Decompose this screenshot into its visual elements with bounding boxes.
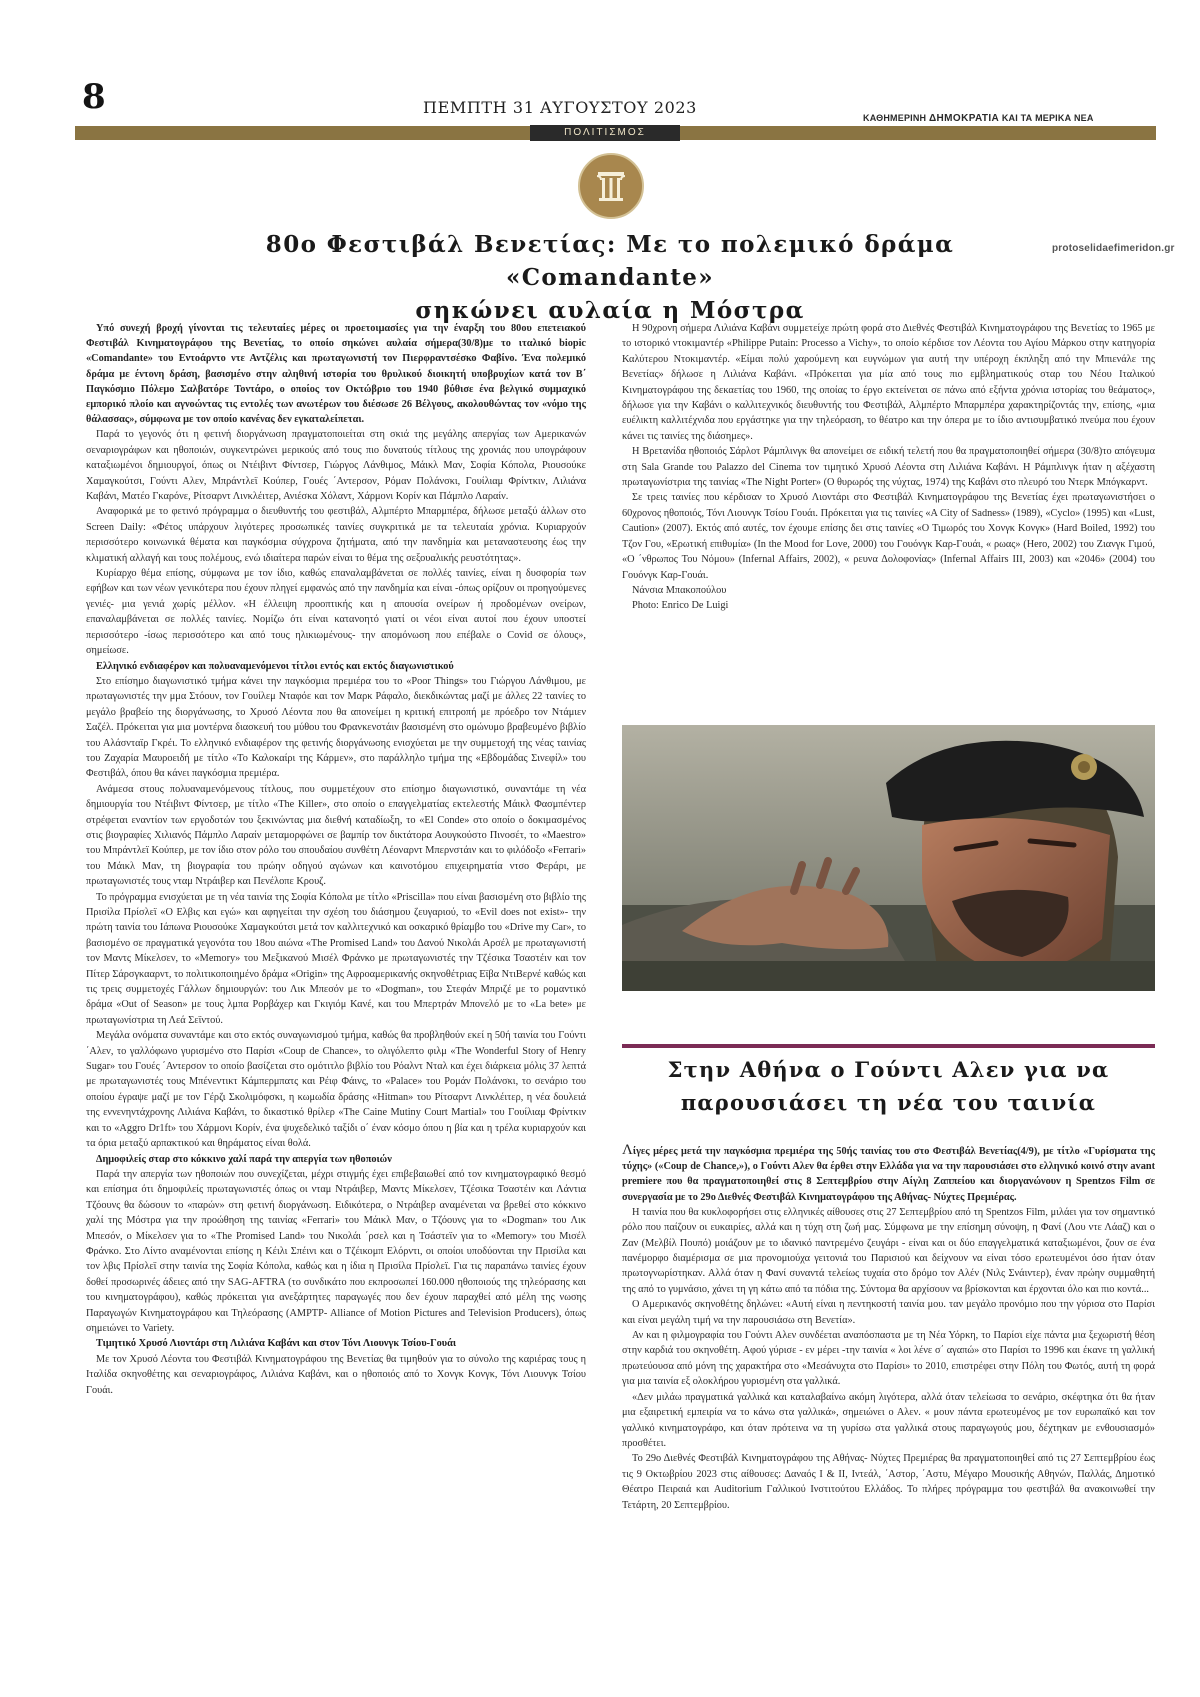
headline-line-1: 80ο Φεστιβάλ Βενετίας: Με το πολεμικό δράμα «Comandante» [265, 231, 955, 291]
second-article-rule [622, 1044, 1155, 1048]
article-photo [622, 725, 1155, 991]
article-paragraph: Αν και η φιλμογραφία του Γούντι Αλεν συνδέεται αναπόσπαστα με τη Νέα Υόρκη, το Παρίσι είχε πάντα μια ξεχωριστή θέση στην καρδιά του σκηνοθέτη. Αφού γύρισε - εν μέρει -την ταινία « λοι λένε σ΄ αγαπώ» στο Παρίσι το 1996 και έκανε τη γαλλική πρωτεύουσα από μόνη της χαρακτήρα στο «Μεσάνυχτα στο Παρίσι» το 2010, επιστρέφει στην Πόλη του Φωτός, αυτή τη φορά για μια ταινία εξ ολοκλήρου γυρισμένη στα γαλλικά. [622, 1330, 1155, 1388]
article-paragraph: Στο επίσημο διαγωνιστικό τμήμα κάνει την παγκόσμια πρεμιέρα του το «Poor Things» του Γιώργου Λάνθιμου, με πρωταγωνιστές την μμα Στόουν, τον Γουίλεμ Νταφόε και τον Μαρκ Ράφαλο, διεκδικώντας μαζί με άλλες 22 ταινίες το μεγάλο βραβείο της διοργάνωσης, το Χρυσό Λέοντα που θα απονείμει η κριτική επιτροπή με πρόεδρο τον Ντάμιεν Σαζέλ. Πρόκειται για μια μοντέρνα διασκευή του μύθου του Φρανκενστάιν βασισμένη στο ομώνυμο βραβευμένο βιβλίο του Αλάσνταϊρ Γκρέι. Το ελληνικό ενδιαφέρον της φετινής διοργάνωσης ενισχύεται με την συμμετοχή της νέας ταινίας του Ζαχαρία Μαυροειδή με τίτλο «Το Καλοκαίρι της Κάρμεν», στο παράλληλο τμήμα της «Εβδομάδας Σινεφίλ» του Φεστιβάλ, όπου θα κάνει παγκόσμια πρεμιέρα. [86, 675, 586, 780]
article-paragraph: Η 90χρονη σήμερα Λιλιάνα Καβάνι συμμετείχε πρώτη φορά στο Διεθνές Φεστιβάλ Κινηματογράφου της Βενετίας το 1965 με το ιστορικό ντοκιμαντέρ «Philippe Putain: Processo a Vichy», το οποίο κέρδισε τον Λέοντα του Αγίου Μάρκου στην κατηγορία Καλύτερου Ντοκιμαντέρ. «Είμαι πολύ χαρούμενη και ευγνώμων για αυτή την υπέροχη έκπληξη από την Μπιενάλε της Βενετίας» δήλωσε η Λιλιάνα Καβάνι. «Πρόκειται για μία από τους πιο εμβληματικούς σταρ του Νέου Ιταλικού Κινηματογράφου της δεκαετίας του 1960, της οποίας το έργο εκτείνεται σε πάνω από εξήντα χρόνια ιστορίας του θεάματος», δήλωσε για την Καβάνι ο καλλιτεχνικός διευθυντής του Φεστιβάλ, Αλμπέρτο Μπαρμπέρα χαρακτηρίζοντάς την, επίσης, «μια ευέλικτη καλλιτέχνιδα που εργάστηκε για την τηλεόραση, το θέατρο και την όπερα με το ίδιο αντισυμβατικό πνεύμα που έχουν κάνει τις ταινίες της διάσημες». [622, 323, 1155, 442]
article-paragraph: Ανάμεσα στους πολυαναμενόμενους τίτλους, που συμμετέχουν στο επίσημο διαγωνιστικό, συναντάμε τη νέα δημιουργία του Ντέιβιντ Φίντσερ, με τίτλο «The Killer», στο οποίο ο επαγγελματίας εκτελεστής Μάικλ Φασμπέντερ στρέφεται εναντίον των εργοδοτών του ξεκινώντας μια διεθνή καταδίωξη, το «El Conde» στο οποίο ο δοκιμασμένος στις βιογραφίες Χιλιανός Πάμπλο Λαραίν μεταμορφώνει σε βαμπίρ τον δικτάτορα Αουγκούστο Πινοσέτ, το «Maestro» του Μπράντλεϊ Κούπερ, με τον ίδιο στον ρόλο του σπουδαίου συνθέτη Λέοναρντ Μπερνστάιν και το φιλόδοξο «Ferrari» του Μάικλ Μαν, τη βιογραφία του πρώην οδηγού αγώνων και καινοτόμου επιχειρηματία ντσο Φεράρι, με πρωταγωνιστές τους νταμ Ντράιβερ και Πενέλοπε Κρουζ. [86, 783, 586, 888]
article-subheading: Δημοφιλείς σταρ στο κόκκινο χαλί παρά την απεργία των ηθοποιών [96, 1153, 392, 1165]
article-subheading: Τιμητικό Χρυσό Λιοντάρι στη Λιλιάνα Καβάνι και στον Τόνι Λιουνγκ Τσίου-Γουάι [96, 1338, 457, 1350]
photo-credit: Photo: Enrico De Luigi [632, 600, 729, 612]
article-column-left [86, 321, 586, 1398]
article-lead: Υπό συνεχή βροχή γίνονται τις τελευταίες μέρες οι προετοιμασίες για την έναρξη του 80ου επετειακού Φεστιβάλ Κινηματογράφου της Βενετίας, το οποίο σηκώνει αυλαία σήμερα(30/8)με το ιταλικό biopic «Comandante» του Εντοάρντο ντε Αντζέλις και πρωταγωνιστή τον Πιερφραντσέσκο Φαβίνο. Ένα πολεμικό δράμα με έντονη δράση, βασισμένο στην αληθινή ιστορία του θρυλικού διοικητή υποβρυχίων κατά τον Β΄ Παγκόσμιο Πόλεμο Σαλβατόρε Τοντάρο, ο οποίος τον Οκτώβριο του 1940 βύθισε ένα βελγικό συμμαχικό εμπορικό πλοίο και αγνοώντας τις εντολές των ανωτέρων του διέσωσε 26 Βέλγους, ακολουθώντας τον «νόμο της θάλασσας», σύμφωνα με τον οποίο κανένας δεν εγκαταλείπεται. [86, 323, 586, 426]
masthead-left: ΚΑΘΗΜΕΡΙΝΗ [863, 113, 927, 123]
masthead-right: ΚΑΙ ΤΑ ΜΕΡΙΚΑ ΝΕΑ [1001, 113, 1094, 123]
article-paragraph: Μεγάλα ονόματα συναντάμε και στο εκτός συναγωνισμού τμήμα, καθώς θα προβληθούν εκεί η 50ή ταινία του Γούντι ΄Αλεν, το γαλλόφωνο γυρισμένο στο Παρίσι «Coup de Chance», το ολιγόλεπτο φιλμ «The Wonderful Story of Henry Sugar» του Γουές ΄Αντερσον το οποίο βασίζεται στο ομότιτλο βιβλίο του Ρόαλντ Νταλ και έχει διάρκεια μόλις 37 λεπτά με πρωταγωνιστές τους Μπένεντικτ Κάμπερμπατς και Ρέιφ Φάινς, το «Palace» του Ρομάν Πολάνσκι, το σενάριο του οποίου έγραψε μαζί με τον Γέρζι Σκολιμόφσκι, η κωμωδία δράσης «Hitman» του Ρίτσαρντ Λινκλέιτερ, η νέα δουλειά της εννενηντάχρονης Λιλιάνα Καβάνι, το δικαστικό θρίλερ «The Caine Mutiny Court Martial» του Γουίλιαμ Φρίντκιν και το «Aggro Dr1ft» του Χάρμονι Κορίν, ένα ψυχεδελικό ταξίδι ο΄ έναν κόσμο όπου η βία και η τρέλα κυριαρχούν και τα όρια μεταξύ αρπακτικού και θηράματος είναι θολά. [86, 1030, 586, 1150]
source-watermark: protoselidaefimeridon.gr [1052, 243, 1175, 254]
article-paragraph: Σε τρεις ταινίες που κέρδισαν το Χρυσό Λιοντάρι στο Φεστιβάλ Κινηματογράφου της Βενετίας έχει πρωταγωνιστήσει ο 60χρονος ηθοποιός, Τόνι Λιουνγκ Τσίου Γουάι. Πρόκειται για τις ταινίες «A City of Sadness» (1989), «Cyclo» (1995) και «Lust, Caution» (2007). Εκτός από αυτές, τον έχουμε επίσης δει στις ταινίες «Ο Τιμωρός του Χονγκ Κονγκ» (Hard Boiled, 1992) του Τζον Γου, «Ερωτική επιθυμία» (In the Mood for Love, 2000) του Γουόνγκ Καρ-Γουάι, « ρωας» (Hero, 2002) του Ζιανγκ Γιμού, «Ο ΄νθρωπος Του Νόμου» (Infernal Affairs, 2002), « ρευνα Δολοφονίας» (Infernal Affairs III, 2003) και «2046» (2004) του Γουόνγκ Καρ-Γουάι. [622, 492, 1155, 581]
article-paragraph: Ο Αμερικανός σκηνοθέτης δηλώνει: «Αυτή είναι η πεντηκοστή ταινία μου. ταν μεγάλο προνόμιο που την γύρισα στο Παρίσι και είναι μεγάλη τιμή να την παρουσιάσω στη Βενετία». [622, 1299, 1155, 1326]
article-column-right [622, 321, 1155, 614]
article-paragraph: Η ταινία που θα κυκλοφορήσει στις ελληνικές αίθουσες στις 27 Σεπτεμβρίου από τη Spentzos Film, μιλάει για τον σημαντικό ρόλο που παίζουν οι ευκαιρίες, αλλά και η τύχη στη ζωή μας. Σύμφωνα με την επίσημη σύνοψη, η Φανί (Λου ντε Λάαζ) και ο Ζαν (Μελβίλ Πουπό) μοιάζουν με το ιδανικό παντρεμένο ζευγάρι - είναι και οι δύο επαγγελματικά καταξιωμένοι, ζουν σε ένα πανέμορφο διαμέρισμα σε μια προνομιούχα γειτονιά του Παρισιού και δείχνουν να είναι τόσο ερωτευμένοι όσο ήταν όταν πρωτογνωρίστηκαν. Αλλά όταν η Φανί συναντά τελείως τυχαία στο δρόμο τον Αλέν (Νιλς Σνάιντερ), έναν πρώην συμμαθητή της από το γυμνάσιο, χάνει τη γη κάτω από τα πόδια της. Σύντομα θα αρχίσουν να βρίσκονται και έρχονται όλο και πιο κοντά... [622, 1206, 1155, 1295]
second-article-lead: Λίγες μέρες μετά την παγκόσμια πρεμιέρα της 50ής ταινίας του στο Φεστιβάλ Βενετίας(4/9), με τίτλο «Γυρίσματα της τύχης» («Coup de Chance,»), ο Γούντι Αλεν θα έρθει στην Ελλάδα για να την παρουσιάσει στο ελληνικό κοινό στην avant premiere που θα πραγματοποιηθεί στις 8 Σεπτεμβρίου στην Αίγλη Ζαππείου και διοργανώνουν η Spentzos Film σε συνεργασία με το 29ο Διεθνές Φεστιβάλ Κινηματογράφου της Αθήνας- Νύχτες Πρεμιέρας. [622, 1142, 1155, 1203]
headline-line-2: σηκώνει αυλαία η Μόστρα [415, 297, 805, 324]
section-label: ΠΟΛΙΤΙΣΜΟΣ [530, 125, 680, 141]
page-date: ΠΕΜΠΤΗ 31 ΑΥΓΟΥΣΤΟΥ 2023 [423, 98, 697, 117]
article-paragraph: Παρά το γεγονός ότι η φετινή διοργάνωση πραγματοποιείται στη σκιά της μεγάλης απεργίας των Αμερικανών σεναριογράφων και ηθοποιών, συγκεντρώνει μερικούς από τους πιο δυνατούς τίτλους της χρονιάς που υπογράφουν καταξιωμένοι δημιουργοί, όπως οι Ντέιβιντ Φίντσερ, Γιώργος Λάνθιμος, Μάικλ Μαν, Σοφία Κόπολα, Ριουσούκε Χαμαγκούτσι, Γούντι Αλεν, Μπράντλεϊ Κούπερ, Γουές ΄Αντερσον, Ρόμαν Πολάνσκι, Γουίλιαμ Φρίντκιν, Λιλιάνα Καβάνι, Ματέο Γκαρόνε, Ρίτσαρντ Λινκλέιτερ, Ανιέσκα Χόλαντ, Χάρμονι Κορίν και Πάμπλο Λαραίν. [86, 429, 586, 503]
article-paragraph: Το πρόγραμμα ενισχύεται με τη νέα ταινία της Σοφία Κόπολα με τίτλο «Priscilla» που είναι βασισμένη στο βιβλίο της Πρισίλα Πρίσλεϊ «Ο Ελβις και εγώ» και αφηγείται την σχέση του διάσημου ζευγαριού, το «Evil does not exist»- την πρώτη ταινία του Ιάπωνα Ριουσούκε Χαμαγκούτσι μετά τον καλλιτεχνικό και οσκαρικό θρίαμβο του «Drive my Car», το βασισμένο σε πραγματικά γεγονότα του 18ου αιώνα «The Promised Land» του Δανού Νικολάι Αρσέλ με πρωταγωνιστή τον Μαντς Μίκελσεν, το «Memory» του Μεξικανού Μισέλ Φράνκο με πρωταγωνιστές την Τζέσικα Τσαστέιν και τον Πίτερ Σάρσγκααρντ, το πολιτικοποιημένο δράμα «Origin» της Αφροαμερικανής σκηνοθέτριας Εϊβα ΝτιΒερνέ καθώς και τις τρεις συμμετοχές Γάλλων δημιουργών: του Λικ Μπεσόν με το «Dogman», του Στεφάν Μπριζέ με το ρομαντικό δράμα «Out of Season» με τους λμπα Ρορβάχερ και Γκιγιόμ Κανέ, και του Μπερτράν Μπονελό με το «La bete» με πρωταγωνίστρια τη Λεά Σεϊντού. [86, 891, 586, 1026]
article-author: Νάνσια Μπακοπούλου [632, 584, 727, 596]
column-pillar-icon [578, 153, 644, 219]
masthead-name: ΔΗΜΟΚΡΑΤΙΑ [928, 113, 1000, 124]
article-paragraph: Το 29ο Διεθνές Φεστιβάλ Κινηματογράφου της Αθήνας- Νύχτες Πρεμιέρας θα πραγματοποιηθεί από τις 27 Σεπτεμβρίου έως τις 9 Οκτωβρίου 2023 στις αίθουσες: Δαναός Ι & ΙΙ, Ιντεάλ, ΄Αστορ, ΄Αστυ, Μέγαρο Μουσικής Αθηνών, Παλλάς, Δημοτικό Θέατρο Πειραιά και Auditorium Γαλλικού Ινστιτούτου Ελλάδος. Το πλήρες πρόγραμμα του φεστιβάλ θα ανακοινωθεί την Τετάρτη, 20 Σεπτεμβρίου. [622, 1453, 1155, 1511]
article-paragraph: Η Βρετανίδα ηθοποιός Σάρλοτ Ράμπλινγκ θα απονείμει σε ειδική τελετή που θα πραγματοποιηθεί σήμερα (30/8)το απόγευμα στη Sala Grande του Palazzo del Cinema τον τιμητικό Χρυσό Λέοντα στη Λιλιάνα Καβάνι. Η Ράμπλινγκ ήταν η αξέχαστη πρωταγωνίστρια της ταινίας «The Night Porter» (Ο θυρωρός της νύχτας, 1974) της Καβάνι στο πλευρό του Ντερκ Μπόγκαρντ. [622, 446, 1155, 489]
headline-line-1: Στην Αθήνα ο Γούντι Αλεν για να [667, 1057, 1110, 1082]
article-paragraph: «Δεν μιλάω πραγματικά γαλλικά και καταλαβαίνω ακόμη λιγότερα, αλλά όταν τελείωσα το σενάριο, σκέφτηκα ότι θα ήταν μια εξαιρετική εμπειρία να το κάνω στα γαλλικά», σημειώνει ο Αλεν. « μουν πάντα ερωτευμένος με τον ευρωπαϊκό και τον γαλλικό κινηματογράφο, και όταν πρότεινα να τη γυρίσω στα γαλλικά στους παραγωγούς μου, δέχτηκαν με ενθουσιασμό» προσθέτει. [622, 1391, 1155, 1449]
article-paragraph: Αναφορικά με το φετινό πρόγραμμα ο διευθυντής του φεστιβάλ, Αλμπέρτο Μπαρμπέρα, δήλωσε μεταξύ άλλων στο Screen Daily: «Φέτος υπάρχουν λιγότερες προσωπικές ταινίες συγκριτικά με τα τελευταία χρόνια. Κυριαρχούν περισσότερο κοινωνικά θέματα και παγκόσμια σύγχρονα ζητήματα, από την πανδημία και μεταναστευσης έως την κλιματική αλλαγή και τους πολέμους, ενώ ιδιαίτερα παρών είναι το θέμα της σεξουαλικής ρευστότητας». [86, 506, 586, 564]
article-paragraph: Παρά την απεργία των ηθοποιών που συνεχίζεται, μέχρι στιγμής έχει επιβεβαιωθεί από τον κινηματογραφικό θεσμό και επίσημα ότι δημοφιλείς πρωταγωνιστές όπως οι νταμ Ντράιβερ, Μαντς Μίκελσεν, Τζέσικα Τσαστέιν και Λάντια Τζόουνς θα δώσουν το «παρών» στη φετινή διοργάνωση. Ειδικότερα, ο Ντράιβερ αναμένεται να βρεθεί στο κόκκινο χαλί της Μόστρα για την προώθηση της ταινίας «Ferrari» του Μάικλ Μαν, ο Τζόουνς για το «Dogman» του Λικ Μπεσόν, ο Μίκελσεν για το «The Promised Land» του Νικολάι ΄ρσελ και η Τσάστεϊν για το «Memory» του Μισέλ Φράνκο. Στο Λίντο αναμένονται επίσης η Κέιλι Σπέινι και ο Τζέικομπ Ελόρντι, οι οποίοι υποδύονται την Πρισίλα και τον λβις Πρίσλεϊ στην ταινία της Σοφία Κόπολα, καθώς και η ίδια η Πρισίλα Πρίσλεϊ. Για τις παραπάνω ταινίες έχουν δοθεί προσωρινές άδειες από την SAG-AFTRA (το συνδικάτο που εκπροσωπεί 160.000 ηθοποιούς της τηλεόρασης και του κινηματογράφου), καθώς πρόκειται για ανεξάρτητες παραγωγές που δεν έχουν παραχθεί από μέλη της νωσης Παραγωγών Κινηματογράφου και Τηλεόρασης (AMPTP- Alliance of Motion Pictures and Television Producers), όπως σημειώνει το Variety. [86, 1168, 586, 1334]
page-number: 8 [82, 77, 106, 117]
article-paragraph: Με τον Χρυσό Λέοντα του Φεστιβάλ Κινηματογράφου της Βενετίας θα τιμηθούν για το σύνολο της καριέρας τους η Ιταλίδα σκηνοθέτης και σεναριογράφος, Λιλιάνα Καβάνι, και ο ηθοποιός από το Χονγκ Κονγκ, Τόνι Λιουνγκ Τσίου Γουάι. [86, 1353, 586, 1396]
second-article-column [622, 1143, 1155, 1513]
article-headline [180, 228, 1040, 327]
article-paragraph: Κυρίαρχο θέμα επίσης, σύμφωνα με τον ίδιο, καθώς επαναλαμβάνεται σε πολλές ταινίες, είναι η δυσφορία των εφήβων και των νέων γενικότερα που έχουν πληγεί εμφανώς από την πανδημία και είναι -όπως ορίζουν οι προηγούμενες γενιές- μια γενιά χωρίς μέλλον. «Η έλλειψη προοπτικής και η απουσία ονείρων ή προδομένων ονείρων, επαναλαμβάνεται σε πολλές ταινίες. Νομίζω ότι είναι κατανοητό γιατί οι νέοι είναι αυτοί που έχουν υποστεί περισσότερο -ίσως περισσότερο και από τους ηλικιωμένους- την απομόνωση που επέβαλε ο Covid σε όλους», σημείωσε. [86, 568, 586, 657]
second-article-headline [622, 1053, 1155, 1119]
article-subheading: Ελληνικό ενδιαφέρον και πολυαναμενόμενοι τίτλοι εντός και εκτός διαγωνιστικού [96, 660, 454, 672]
newspaper-masthead [863, 113, 1155, 124]
headline-line-2: παρουσιάσει τη νέα του ταινία [680, 1090, 1097, 1115]
